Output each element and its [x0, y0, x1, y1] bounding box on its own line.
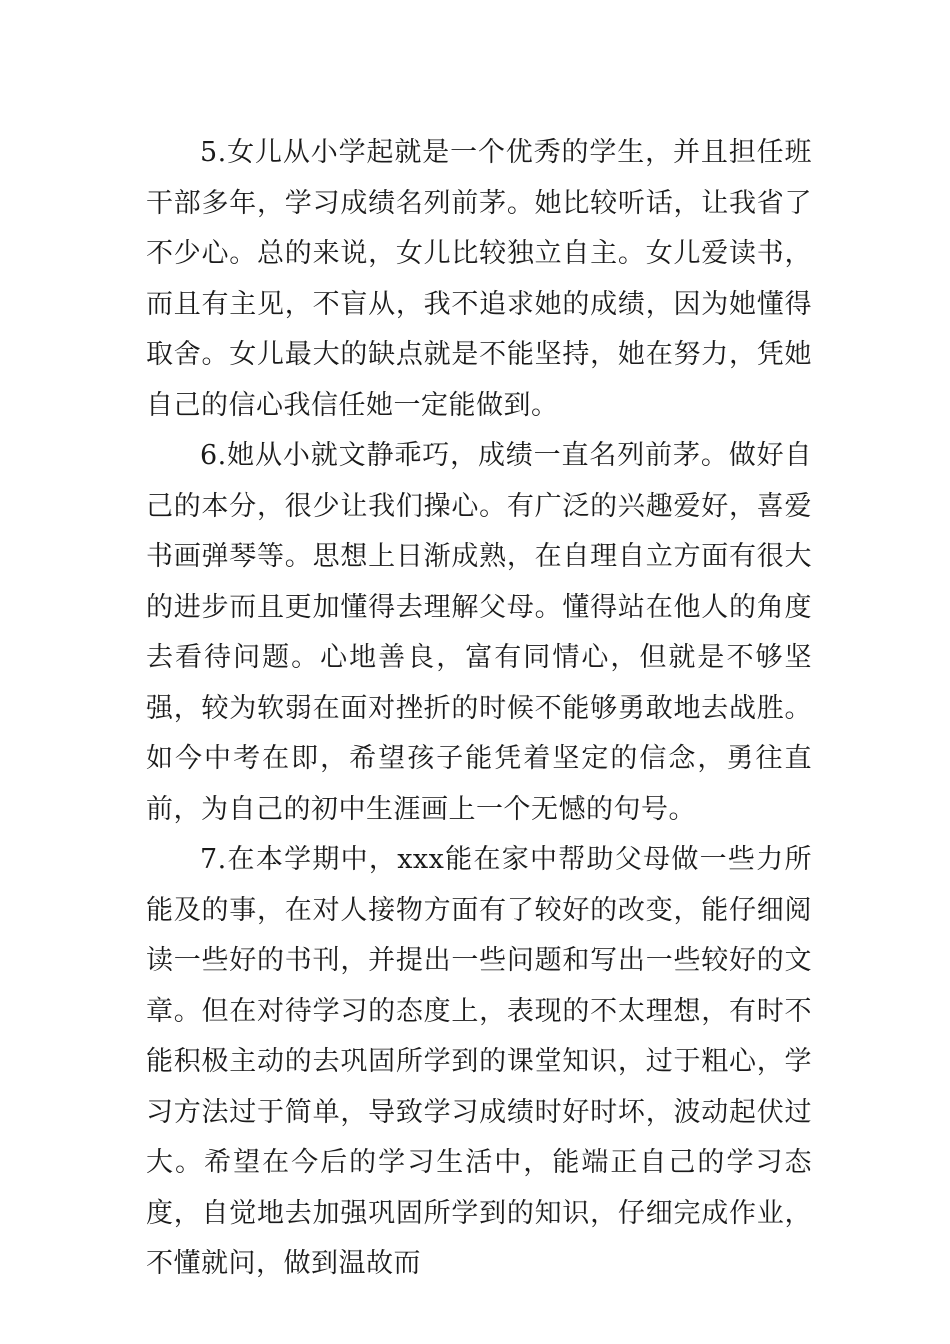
document-body	[146, 128, 812, 1290]
paragraph-7: 7.在本学期中，xxx能在家中帮助父母做一些力所能及的事，在对人接物方面有了较好的改变，能仔细阅读一些好的书刊，并提出一些问题和写出一些较好的文章。但在对待学习的态度上，表现的不太理想，有时不能积极主动的去巩固所学到的课堂知识，过于粗心，学习方法过于简单，导致学习成绩时好时坏，波动起伏过大。希望在今后的学习生活中，能端正自己的学习态度，自觉地去加强巩固所学到的知识，仔细完成作业，不懂就问，做到温故而	[146, 844, 812, 1279]
paragraph-5: 5.女儿从小学起就是一个优秀的学生，并且担任班干部多年，学习成绩名列前茅。她比较听话，让我省了不少心。总的来说，女儿比较独立自主。女儿爱读书，而且有主见，不盲从，我不追求她的成绩，因为她懂得取舍。女儿最大的缺点就是不能坚持，她在努力，凭她自己的信心我信任她一定能做到。	[146, 137, 812, 421]
paragraph-6: 6.她从小就文静乖巧，成绩一直名列前茅。做好自己的本分，很少让我们操心。有广泛的兴趣爱好，喜爱书画弹琴等。思想上日渐成熟，在自理自立方面有很大的进步而且更加懂得去理解父母。懂得站在他人的角度去看待问题。心地善良，富有同情心，但就是不够坚强，较为软弱在面对挫折的时候不能够勇敢地去战胜。如今中考在即，希望孩子能凭着坚定的信念，勇往直前，为自己的初中生涯画上一个无憾的句号。	[146, 440, 812, 825]
